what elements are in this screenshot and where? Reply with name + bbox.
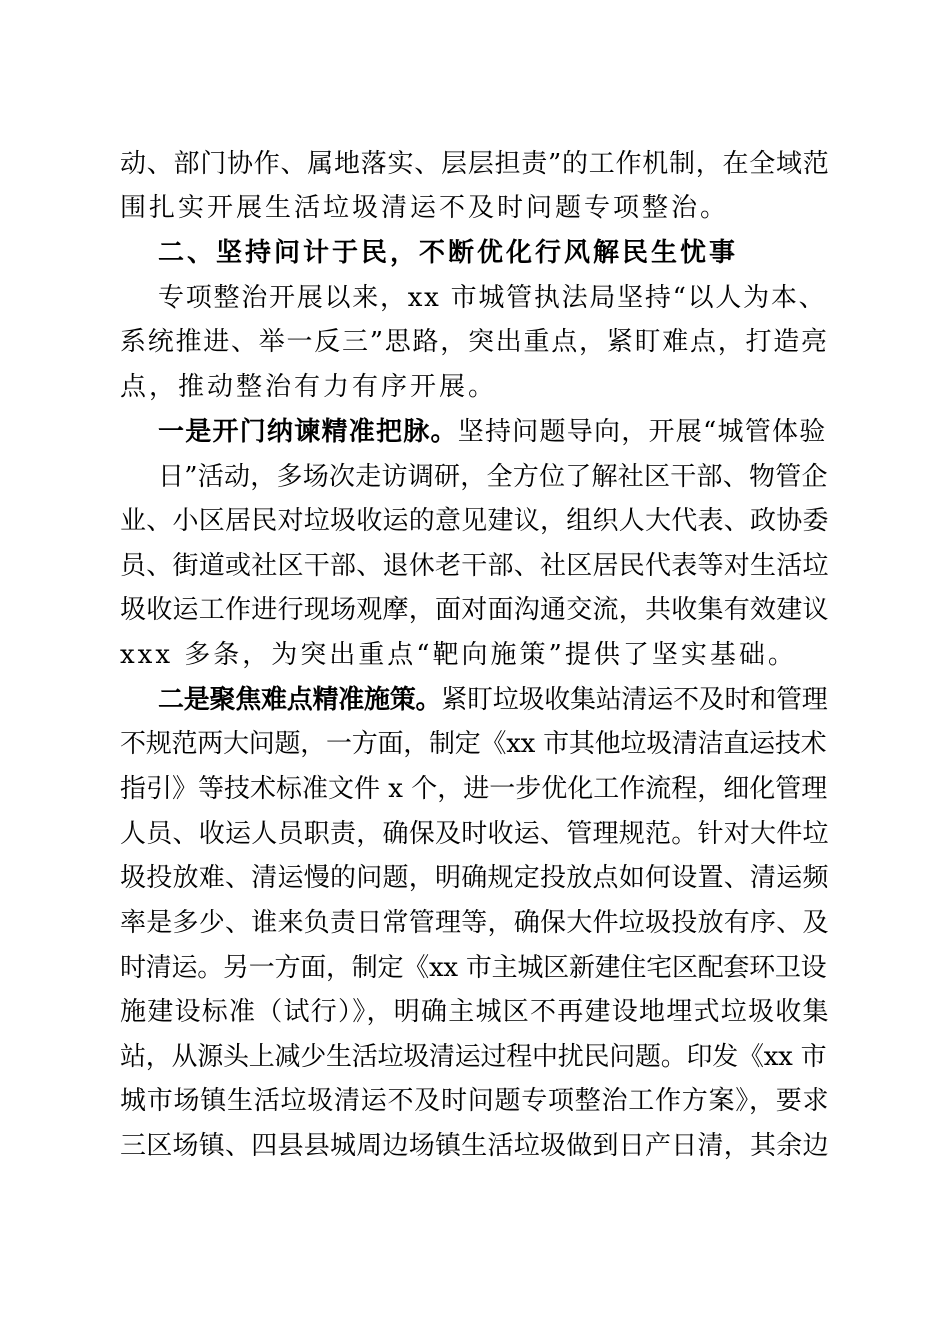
body-text-line: 点，推动整治有力有序开展。 bbox=[120, 372, 498, 402]
section-heading: 二、坚持问计于民，不断优化行风解民生忧事 bbox=[158, 238, 739, 268]
body-text-line: 日”活动，多场次走访调研，全方位了解社区干部、物管企 bbox=[158, 462, 828, 492]
body-text-line: 专项整治开展以来，xx 市城管执法局坚持“以人为本、 bbox=[158, 283, 827, 313]
body-text-line: 率是多少、谁来负责日常管理等，确保大件垃圾投放有序、及 bbox=[120, 908, 829, 938]
point-heading: 二是聚焦难点精准施策。 bbox=[158, 685, 442, 715]
body-text-line: 站，从源头上减少生活垃圾清运过程中扰民问题。印发《xx 市 bbox=[120, 1042, 827, 1072]
body-text-line: 三区场镇、四县县城周边场镇生活垃圾做到日产日清，其余边 bbox=[120, 1131, 829, 1161]
body-text-line: 城市场镇生活垃圾清运不及时问题专项整治工作方案》，要求 bbox=[120, 1086, 830, 1116]
body-text-line: 圾投放难、清运慢的问题，明确规定投放点如何设置、清运频 bbox=[120, 863, 829, 893]
paragraph-lead-line bbox=[158, 683, 828, 717]
body-text-line: 业、小区居民对垃圾收运的意见建议，组织人大代表、政协委 bbox=[120, 506, 829, 536]
body-text-line: 圾收运工作进行现场观摩，面对面沟通交流，共收集有效建议 bbox=[120, 595, 829, 625]
body-text-line: 员、街道或社区干部、退休老干部、社区居民代表等对生活垃 bbox=[120, 551, 829, 581]
point-heading: 一是开门纳谏精准把脉。 bbox=[158, 417, 458, 447]
paragraph-lead-line bbox=[158, 415, 827, 449]
body-text-line: 围扎实开展生活垃圾清运不及时问题专项整治。 bbox=[120, 193, 730, 223]
body-text-line: xxx 多条，为突出重点“靶向施策”提供了坚实基础。 bbox=[120, 640, 797, 670]
body-text-line: 施建设标准（试行）》，明确主城区不再建设地埋式垃圾收集 bbox=[120, 997, 830, 1027]
body-text-line: 时清运。另一方面，制定《xx 市主城区新建住宅区配套环卫设 bbox=[120, 953, 827, 983]
body-text-line: 动、部门协作、属地落实、层层担责”的工作机制，在全域范 bbox=[120, 149, 830, 179]
body-text-line: 不规范两大问题，一方面，制定《xx 市其他垃圾清洁直运技术 bbox=[120, 729, 827, 759]
body-text-line: 指引》等技术标准文件 x 个，进一步优化工作流程，细化管理 bbox=[120, 774, 828, 804]
body-text: 紧盯垃圾收集站清运不及时和管理 bbox=[441, 685, 828, 715]
body-text-line: 系统推进、举一反三”思路，突出重点，紧盯难点，打造亮 bbox=[120, 327, 829, 357]
body-text: 坚持问题导向，开展“城管体验 bbox=[457, 417, 827, 447]
body-text-line: 人员、收运人员职责，确保及时收运、管理规范。针对大件垃 bbox=[120, 819, 829, 849]
